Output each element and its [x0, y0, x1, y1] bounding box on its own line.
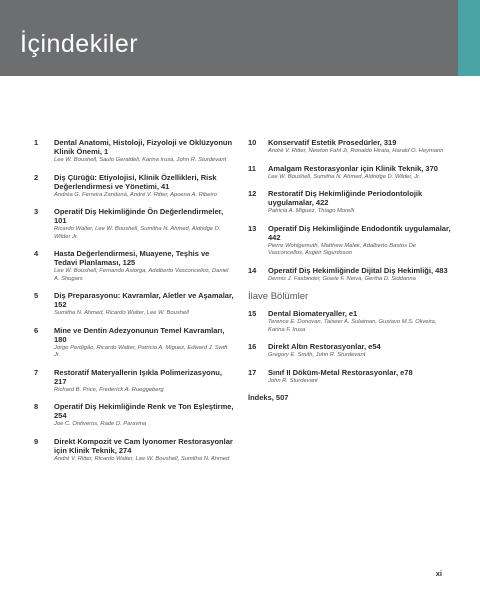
chapter-title: Restoratif Materyallerin Işıkla Polimerizasyonu, 217: [54, 367, 222, 386]
toc-entry[interactable]: [248, 368, 453, 386]
chapter-title: Restoratif Diş Hekimliğinde Periodontolojik uygulamalar, 422: [268, 189, 423, 207]
chapter-title: Direkt Altın Restorasyonlar, e54: [268, 342, 381, 351]
chapter-authors: Andréa G. Ferreira Zandoná, André V. Ritter, Apoena A. Ribeiro: [54, 191, 217, 198]
chapter-title: Konservatif Estetik Prosedürler, 319: [268, 138, 397, 147]
chapter-number: 5: [34, 291, 39, 300]
chapter-authors: Lee W. Boushell, Saulo Geraldeli, Karina Irusa, John R. Sturdevant: [54, 157, 227, 163]
chapter-title: Amalgam Restorasyonlar için Klinik Teknik, 370: [268, 163, 438, 173]
toc-entry[interactable]: [34, 207, 234, 241]
chapter-title: Operatif Diş Hekimliğinde Ön Değerlendirmeler, 101: [54, 207, 224, 225]
chapter-title: Operatif Diş Hekimliğinde Endodontik uygulamalar, 442: [268, 223, 451, 242]
chapter-title: Operatif Diş Hekimliğinde Renk ve Ton Eşleştirme, 254: [54, 402, 234, 420]
toc-entry[interactable]: [248, 189, 453, 216]
chapter-authors: John R. Sturdevant: [268, 377, 318, 384]
chapter-number: 4: [34, 249, 39, 258]
chapter-number: 11: [248, 163, 256, 173]
chapter-title: Dental Anatomi, Histoloji, Fizyoloji ve Oklüzyonun Klinik Önemi, 1: [54, 138, 233, 156]
chapter-header-band: [0, 0, 480, 76]
chapter-number: 1: [34, 138, 39, 147]
chapter-authors: Lee W. Boushell, Fernando Astorga, Adalberto Vasconcellos, Daniel A. Shugars: [54, 268, 229, 282]
chapter-number: 3: [34, 207, 39, 216]
toc-entry[interactable]: [248, 266, 453, 284]
chapter-number: 2: [34, 172, 39, 182]
toc-entry[interactable]: [34, 249, 234, 283]
chapter-title: Operatif Diş Hekimliğinde Dijital Diş Hekimliği, 483: [268, 265, 448, 275]
chapter-number: 13: [248, 223, 257, 233]
toc-entry[interactable]: [34, 291, 234, 318]
header-accent-tab: [458, 0, 480, 76]
chapter-number: 6: [34, 325, 39, 335]
toc-entry[interactable]: [34, 437, 234, 464]
chapter-authors: André V. Ritter, Ricardo Walter, Lee W. Boushell, Sumitha N. Ahmed: [54, 455, 230, 462]
chapter-number: 17: [248, 367, 257, 377]
toc-entry[interactable]: [248, 164, 453, 182]
toc-entry[interactable]: [34, 138, 234, 165]
chapter-authors: Terence E. Donovan, Taiseer A. Sulaiman, Gustavo M.S. Oliveira, Karina F. Irusa: [268, 319, 437, 333]
toc-entry[interactable]: [248, 342, 453, 360]
chapter-authors: Richard B. Price, Frederick A. Rueggeberg: [54, 386, 164, 393]
chapter-authors: Patricia A. Miguez, Thiago Morelli: [268, 208, 355, 214]
chapter-title: Direkt Kompozit ve Cam İyonomer Restorasyonlar için Klinik Teknik, 274: [54, 436, 233, 455]
chapter-title: Dental Biomateryaller, e1: [268, 309, 358, 318]
page-number: xi: [435, 569, 442, 578]
chapter-authors: Jorge Perdigão, Ricardo Walter, Patricia A. Miguez, Edward J. Swift Jr.: [54, 344, 228, 358]
chapter-title: Hasta Değerlendirmesi, Muayene, Teşhis ve Tedavi Planlaması, 125: [54, 249, 210, 267]
toc-entry[interactable]: [248, 224, 453, 258]
chapter-authors: Sumitha N. Ahmed, Ricardo Walter, Lee W. Boushell: [54, 310, 189, 316]
chapter-title: Diş Preparasyonu: Kavramlar, Aletler ve Aşamalar, 152: [54, 291, 234, 309]
supplement-section-heading: İlave Bölümler: [248, 291, 309, 302]
chapter-number: 16: [248, 342, 257, 351]
toc-entry[interactable]: [34, 368, 234, 395]
chapter-authors: Gregory E. Smith, John R. Sturdevant: [268, 352, 366, 358]
chapter-authors: Lee W. Boushell, Sumitha N. Ahmed, Aldridge D. Wilder, Jr.: [268, 173, 421, 180]
chapter-title: Diş Çürüğü: Etiyolojisi, Klinik Özellikleri, Risk Değerlendirmesi ve Yönetimi, 41: [54, 172, 217, 191]
toc-left-column: [34, 138, 234, 471]
chapter-number: 15: [248, 309, 257, 318]
chapter-number: 12: [248, 189, 257, 198]
chapter-authors: Ricardo Walter, Lee W. Boushell, Sumitha N. Ahmed, Aldridge D. Wilder Jr.: [54, 226, 221, 240]
toc-entry[interactable]: [248, 309, 453, 334]
index-entry[interactable]: İndeks, 507: [248, 393, 289, 402]
chapter-number: 10: [248, 138, 257, 147]
chapter-authors: Pierre Wohlgemuth, Matthew Malek, Adalberto Bastos De Vasconcellos, Asgeir Sigurdsson: [268, 242, 416, 256]
toc-entry[interactable]: [34, 326, 234, 360]
toc-entry[interactable]: [248, 138, 453, 156]
toc-right-column: [248, 138, 453, 402]
chapter-number: 7: [34, 367, 39, 377]
chapter-number: 14: [248, 265, 257, 275]
chapter-number: 9: [34, 436, 39, 446]
page-title: İçindekiler: [20, 30, 139, 58]
chapter-title: Mine ve Dentin Adezyonunun Temel Kavramları, 180: [54, 325, 225, 344]
toc-entry[interactable]: [34, 173, 234, 200]
chapter-title: Sınıf II Döküm-Metal Restorasyonlar, e78: [268, 367, 413, 377]
chapter-number: 8: [34, 402, 39, 411]
chapter-authors: Dennis J. Fasbinder, Gisele F. Neiva, Gertha D. Siddanna: [268, 275, 416, 282]
chapter-authors: André V. Ritter, Newton Fahl Jr, Ronaldo Hirata, Harald O. Heymann: [268, 148, 444, 154]
toc-entry[interactable]: [34, 402, 234, 429]
chapter-authors: Joe C. Ontiveros, Rade D. Paravina: [54, 421, 147, 427]
